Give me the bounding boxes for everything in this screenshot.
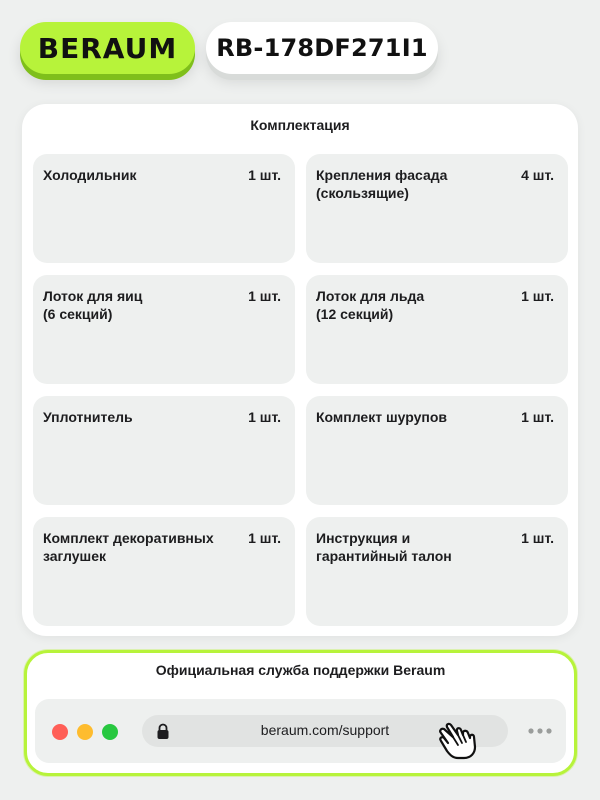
package-item-quantity: 1 шт. — [521, 409, 554, 425]
package-item-name: Уплотнитель — [43, 409, 133, 425]
package-item-name: Лоток для льда (12 секций) — [316, 288, 425, 322]
package-item — [306, 154, 568, 263]
package-title: Комплектация — [250, 117, 350, 133]
browser-bar — [35, 699, 566, 763]
package-item-name: Комплект декоративных заглушек — [43, 530, 214, 564]
package-item-quantity: 1 шт. — [521, 530, 554, 546]
package-items-grid — [33, 154, 567, 626]
brand-badge — [20, 22, 195, 74]
package-item — [33, 517, 295, 626]
package-item — [306, 517, 568, 626]
support-title: Официальная служба поддержки Beraum — [155, 662, 446, 678]
support-card — [24, 650, 577, 776]
package-item — [33, 154, 295, 263]
package-item — [306, 275, 568, 384]
package-item-quantity: 1 шт. — [248, 409, 281, 425]
package-item-quantity: 1 шт. — [521, 288, 554, 304]
package-item-name: Лоток для яиц (6 секций) — [43, 288, 143, 322]
package-item-quantity: 1 шт. — [248, 167, 281, 183]
package-item-quantity: 1 шт. — [248, 530, 281, 546]
package-item — [306, 396, 568, 505]
more-horizontal-icon[interactable] — [528, 727, 552, 735]
package-item-name: Крепления фасада (скользящие) — [316, 167, 448, 201]
window-maximize-button[interactable] — [102, 724, 118, 740]
package-item — [33, 275, 295, 384]
package-contents-card — [22, 104, 578, 636]
package-item-quantity: 4 шт. — [521, 167, 554, 183]
package-item — [33, 396, 295, 505]
hand-pointer-icon — [437, 719, 481, 763]
window-close-button[interactable] — [52, 724, 68, 740]
package-item-name: Холодильник — [43, 167, 137, 183]
package-item-name: Комплект шурупов — [316, 409, 448, 425]
package-item-quantity: 1 шт. — [248, 288, 281, 304]
url-text[interactable]: beraum.com/support — [260, 722, 390, 738]
model-badge — [206, 22, 438, 74]
model-number: RB-178DF271I1 — [216, 34, 428, 62]
window-minimize-button[interactable] — [77, 724, 93, 740]
package-item-name: Инструкция и гарантийный талон — [316, 530, 452, 564]
brand-logo-text: BERAUM — [37, 31, 178, 65]
